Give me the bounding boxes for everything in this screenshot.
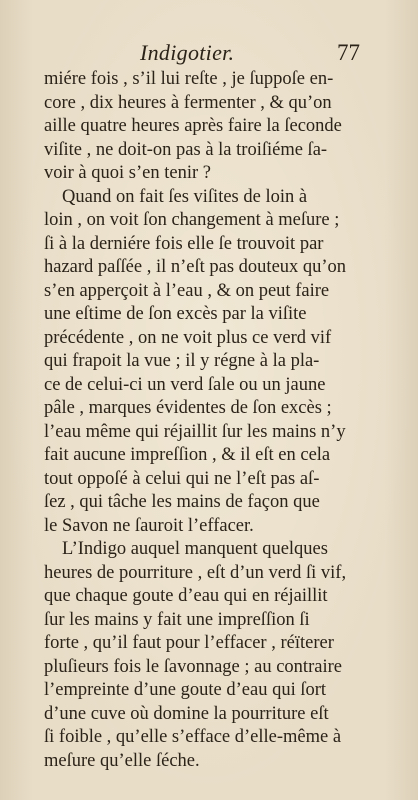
page-header xyxy=(0,40,418,70)
text-line: voir à quoi s’en tenir ? xyxy=(44,163,211,183)
text-line: core , dix heures à fermenter , & qu’on xyxy=(44,92,332,113)
page-body xyxy=(44,68,370,773)
text-line: viſite , ne doit-on pas à la troiſiéme ſa- xyxy=(44,139,328,160)
text-line: l’eau même qui réjaillit ſur les mains n’y xyxy=(44,421,346,442)
paragraph-1 xyxy=(44,68,370,186)
paragraph-2 xyxy=(44,186,370,539)
text-line: l’empreinte d’une goute d’eau qui ſort xyxy=(44,680,327,700)
text-line: hazard paſſée , il n’eſt pas douteux qu’on xyxy=(44,257,347,277)
text-line: une eſtime de ſon excès par la viſite xyxy=(44,304,307,324)
text-line: L’Indigo auquel manquent quelques xyxy=(62,539,328,559)
text-line: heures de pourriture , eſt d’un verd ſi vif, xyxy=(44,562,347,583)
text-line: pâle , marques évidentes de ſon excès ; xyxy=(44,398,332,418)
text-line: Quand on fait ſes viſites de loin à xyxy=(62,186,308,207)
text-line: tout oppoſé à celui qui ne l’eſt pas aſ- xyxy=(44,468,320,489)
text-line: pluſieurs fois le ſavonnage ; au contraire xyxy=(44,656,342,677)
paragraph-3 xyxy=(44,538,370,773)
text-line: précédente , on ne voit plus ce verd vif xyxy=(44,327,332,348)
text-line: ſez , qui tâche les mains de façon que xyxy=(44,492,320,512)
text-line: s’en apperçoit à l’eau , & on peut faire xyxy=(44,280,330,301)
text-line: forte , qu’il faut pour l’effacer , réïterer xyxy=(44,633,334,653)
text-line: que chaque goute d’eau qui en réjaillit xyxy=(44,586,328,606)
text-line: le Savon ne ſauroit l’effacer. xyxy=(44,515,254,536)
text-line: loin , on voit ſon changement à meſure ; xyxy=(44,210,340,230)
page-number: 77 xyxy=(337,40,360,65)
text-line: aille quatre heures après faire la ſeconde xyxy=(44,116,342,136)
text-line: miére fois , s’il lui reſte , je ſuppoſe en- xyxy=(44,69,334,89)
text-line: ſur les mains y fait une impreſſion ſi xyxy=(44,609,310,630)
text-line: d’une cuve où domine la pourriture eſt xyxy=(44,703,329,724)
text-line: ſi à la derniére fois elle ſe trouvoit par xyxy=(44,233,324,254)
text-line: ce de celui-ci un verd ſale ou un jaune xyxy=(44,374,326,395)
text-line: fait aucune impreſſion , & il eſt en cela xyxy=(44,445,331,465)
text-line: ſi foible , qu’elle s’efface d’elle-même à xyxy=(44,727,342,747)
text-line: meſure qu’elle ſéche. xyxy=(44,750,200,771)
running-head: Indigotier. xyxy=(140,40,235,65)
text-line: qui frapoit la vue ; il y régne à la pla- xyxy=(44,351,320,371)
